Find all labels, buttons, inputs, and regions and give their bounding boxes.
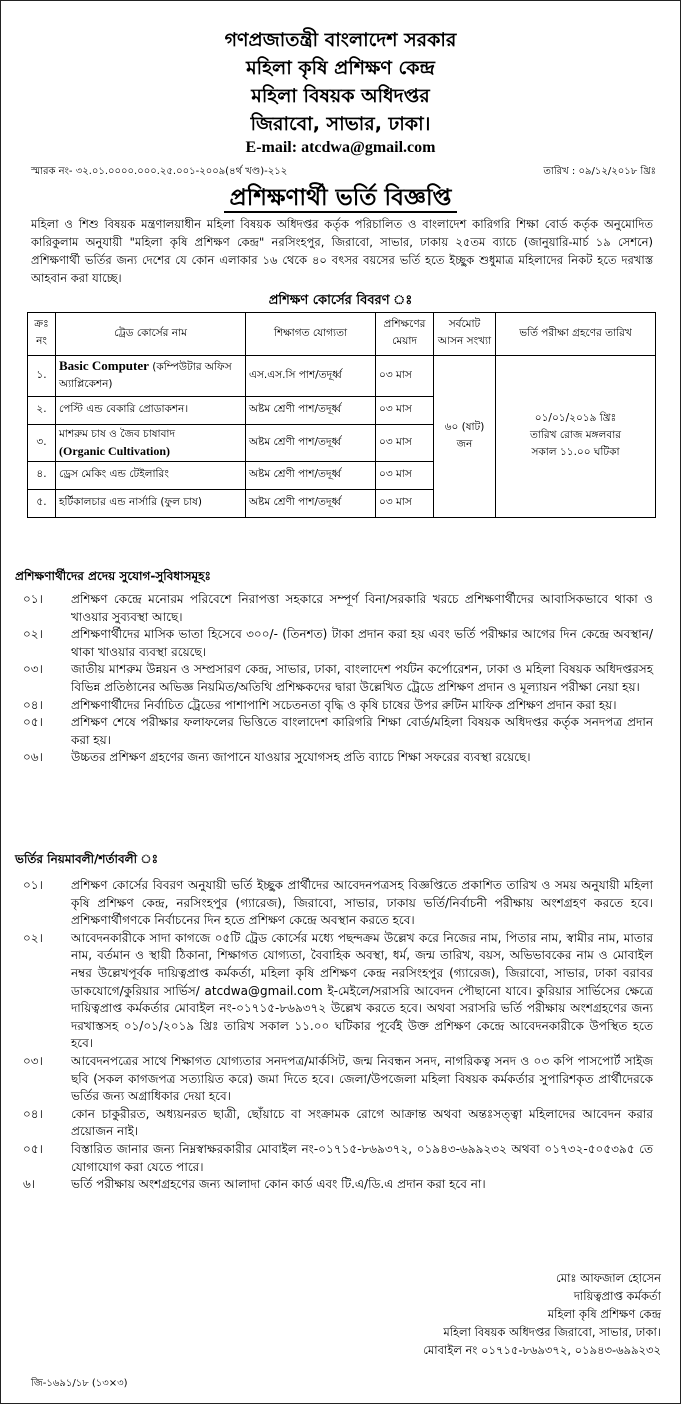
exam-date-line1: ০১/০১/২০১৯ খ্রিঃ [534, 412, 617, 424]
exam-date-line2: তারিখ রোজ মঙ্গলবার [529, 429, 622, 441]
notice-title-text: প্রশিক্ষণার্থী ভর্তি বিজ্ঞপ্তি [224, 185, 458, 213]
item-text: কোন চাকুরীরত, অধ্যয়নরত ছাত্রী, ছোঁয়াচে বা সংক্রামক রোগে আক্রান্ত অথবা অন্তঃসত্ত্বা মহিলাদের আবেদন করার প্রয়োজন নাই। [71, 1106, 653, 1139]
item-number: ০২। [23, 627, 43, 642]
row-duration: ০৩ মাস [376, 425, 434, 462]
list-item [15, 626, 653, 661]
row-duration: ০৩ মাস [376, 490, 434, 518]
item-number: ০৫। [23, 1141, 43, 1156]
exam-date-cell [496, 356, 656, 518]
table-header-row [28, 313, 656, 356]
row-trade [56, 356, 246, 397]
rules-heading: ভর্তির নিয়মাবলী/শর্তাবলী ঃ [15, 852, 158, 866]
exam-date-line3: সকাল ১১.০০ ঘটিকা [531, 446, 620, 458]
item-text: জাতীয় মাশরুম উন্নয়ন ও সম্প্রসারণ কেন্দ্র, সাভার, ঢাকা, বাংলাদেশ পর্যটন কর্পোরেশন, ঢাকা ও মহিলা বিষয়ক অধিদপ্তরসহ বিভিন্ন প্রতিষ্ঠানের অভিজ্ঞ নিয়মিত/অতিথি প্রশিক্ষকদের দ্বারা উল্লেখিত ট্রেডে প্রশিক্ষণ প্রদান ও মূল্যায়ন পরীক্ষা নেয়া হয়। [71, 662, 653, 694]
item-text: ভর্তি পরীক্ষায় অংশগ্রহণের জন্য আলাদা কোন কার্ড এবং টি.এ/ডি.এ প্রদান করা হবে না। [71, 1177, 486, 1192]
memo-number: স্মারক নং- ৩২.০১.০০০০.০০০.২৫.০০১-২০০৯(৪র্থ খণ্ড)-২১২ [31, 166, 288, 177]
row-trade: ড্রেস মেকিং এন্ড টেইলারিং [56, 462, 246, 490]
row-duration: ০৩ মাস [376, 356, 434, 397]
row-trade: পেস্টি এন্ড বেকারি প্রোডাকশন। [56, 397, 246, 425]
item-number: ০১। [23, 592, 43, 606]
header-center-name: মহিলা কৃষি প্রশিক্ষণ কেন্দ্র [246, 57, 435, 79]
list-item [15, 1106, 653, 1141]
course-details-heading: প্রশিক্ষণ কোর্সের বিবরণ ঃ [268, 293, 413, 308]
row-serial: ৫. [28, 490, 56, 518]
item-text: আবেদনপত্রের সাথে শিক্ষাগত যোগ্যতার সনদপত্র/মার্কসিট, জন্ম নিবন্ধন সনদ, নাগরিকত্ব সনদ ও ০৩ কপি পাসপোর্ট সাইজ ছবি (সকল কাগজপত্র সত্যায়িত করে) জমা দিতে হবে। জেলা/উপজেলা মহিলা বিষয়ক কর্মকর্তার সুপারিশকৃত প্রার্থীদেরকে ভর্তির জন্য অগ্রাধিকার দেয়া হবে। [71, 1053, 653, 1104]
item-text: প্রশিক্ষণার্থীদের নির্বাচিত ট্রেডের পাশাপাশি সচেতনতা বৃদ্ধি ও কৃষি চাষের উপর রুটিন মাফিক প্রশিক্ষণ প্রদান করা হয়। [71, 697, 617, 712]
list-item [15, 930, 653, 1053]
list-item [15, 749, 653, 767]
col-trade: ট্রেড কোর্সের নাম [56, 313, 246, 356]
item-text: বিস্তারিত জানার জন্য নিম্নস্বাক্ষরকারীর মোবাইল নং-০১৭১৫-৮৬৯৩৭২, ০১৯৪৩-৬৯৯২৩২ অথবা ০১৭৩২-৫০৫৩৯৫ তে যোগাযোগ করা যেতে পারে। [71, 1141, 653, 1174]
item-text: উচ্চতর প্রশিক্ষণ গ্রহণের জন্য জাপানে যাওয়ার সুযোগসহ প্রতি ব্যাচে শিক্ষা সফরের ব্যবস্থা রয়েছে। [71, 750, 531, 765]
row-trade: হর্টিকালচার এন্ড নার্সারি (ফুল চাষ) [56, 490, 246, 518]
item-number: ০৪। [23, 697, 43, 712]
item-number: ০৫। [23, 715, 43, 730]
signatory-mobile: মোবাইল নং ০১৭১৫-৮৬৯৩৭২, ০১৯৪৩-৬৯৯২৩২ [423, 1343, 661, 1357]
item-text: প্রশিক্ষণ শেষে পরীক্ষার ফলাফলের ভিত্তিতে বাংলাদেশ কারিগরি শিক্ষা বোর্ড/মহিলা বিষয়ক অধিদপ্তর কর্তৃক সনদপত্র প্রদান করা হয়। [71, 715, 653, 747]
header-address: জিরাবো, সাভার, ঢাকা। [250, 113, 431, 135]
col-qualification: শিক্ষাগত যোগ্যতা [246, 313, 376, 356]
intro-paragraph: মহিলা ও শিশু বিষয়ক মন্ত্রণালয়াধীন মহিলা বিষয়ক অধিদপ্তর কর্তৃক পরিচালিত ও বাংলাদেশ কারিগরি শিক্ষা বোর্ড কর্তৃক অনুমোদিত কারিকুলাম অনুযায়ী "মহিলা কৃষি প্রশিক্ষণ কেন্দ্র" নরসিংহপুর, জিরাবো, সাভার, ঢাকায় ২৫তম ব্যাচে (জানুয়ারি-মার্চ ১৯ সেশনে) প্রশিক্ষণার্থী ভর্তির জন্য দেশের যে কোন এলাকার ১৬ থেকে ৪০ বৎসর বয়সের ভর্তি হতে ইচ্ছুক শুধুমাত্র মহিলাদের নিকট হতে দরখাস্ত আহবান করা যাচ্ছে। [31, 217, 653, 285]
trade-bangla: মাশরুম চাষ ও জৈব চাষাবাদ [59, 428, 175, 440]
list-item [15, 1053, 653, 1106]
row-qualification: এস.এস.সি পাশ/তদূর্ধ্ব [246, 356, 376, 397]
col-duration: প্রশিক্ষণের মেয়াদ [376, 313, 434, 356]
col-seats: সর্বমোট আসন সংখ্যা [434, 313, 496, 356]
trade-english: (Organic Cultivation) [59, 444, 170, 458]
seats-cell: ৬০ (ষাট) জন [434, 356, 496, 518]
list-item [15, 1176, 653, 1194]
item-number: ০৪। [23, 1106, 43, 1121]
rules-list [15, 877, 653, 1194]
list-item [15, 697, 653, 715]
row-qualification: অষ্টম শ্রেণী পাশ/তদূর্ধ্ব [246, 462, 376, 490]
list-item [15, 877, 653, 930]
list-item [15, 1141, 653, 1176]
item-number: ০২। [23, 930, 43, 945]
row-qualification: অষ্টম শ্রেণী পাশ/তদূর্ধ্ব [246, 490, 376, 518]
item-text: আবেদনকারীকে সাদা কাগজে ০৫টি ট্রেড কোর্সের মধ্যে পছন্দক্রম উল্লেখ করে নিজের নাম, পিতার নাম, স্বামীর নাম, মাতার নাম, বর্তমান ও স্থায়ী ঠিকানা, শিক্ষাগত যোগ্যতা, বৈবাহিক অবস্থা, ধর্ম, জন্ম তারিখ, বয়স, অভিভাবকের নাম ও মোবাইল নম্বর উল্লেখপূর্বক দায়িত্বপ্রাপ্ত কর্মকর্তা, মহিলা কৃষি প্রশিক্ষণ কেন্দ্র নরসিংহপুর (গ্যারেজ), জিরাবো, সাভার, ঢাকা বরাবর ডাকযোগে/কুরিয়ার সার্ভিস/ atcdwa@gmail.com ই-মেইলে/সরাসরি আবেদন পৌছানো যাবে। কুরিয়ার সার্ভিসের ক্ষেত্রে দায়িত্বপ্রাপ্ত কর্মকর্তার মোবাইল নং-০১৭১৫-৮৬৯৩৭২ উল্লেখ করতে হবে। অথবা সরাসরি ভর্তি পরীক্ষায় অংশগ্রহণের জন্য দরখাস্তসহ ০১/০১/২০১৯ খ্রিঃ তারিখ সকাল ১১.০০ ঘটিকার পূর্বেই উক্ত প্রশিক্ষণ কেন্দ্রে আবেদনকারীকে উপস্থিত হতে হবে। [71, 930, 653, 1051]
header-government: গণপ্রজাতন্ত্রী বাংলাদেশ সরকার [224, 29, 457, 51]
signatory-name: মোঃ আফজাল হোসেন [556, 1271, 661, 1285]
header-directorate: মহিলা বিষয়ক অধিদপ্তর [251, 85, 430, 107]
row-duration: ০৩ মাস [376, 397, 434, 425]
list-item [15, 661, 653, 696]
item-text: প্রশিক্ষণার্থীদের মাসিক ভাতা হিসেবে ৩০০/- (তিনশত) টাকা প্রদান করা হয় এবং ভর্তি পরীক্ষার আগের দিন কেন্দ্রে অবস্থান/থাকা খাওয়ার ব্যবস্থা রয়েছে। [71, 627, 653, 659]
row-serial: ১. [28, 356, 56, 397]
item-number: ৬। [23, 1177, 36, 1192]
row-serial: ৩. [28, 425, 56, 462]
col-exam-date: ভর্তি পরীক্ষা গ্রহণের তারিখ [496, 313, 656, 356]
signatory-designation: দায়িত্বপ্রাপ্ত কর্মকর্তা [573, 1289, 661, 1303]
row-qualification: অষ্টম শ্রেণী পাশ/তদূর্ধ্ব [246, 425, 376, 462]
row-trade [56, 425, 246, 462]
benefits-heading: প্রশিক্ষণার্থীদের প্রদেয় সুযোগ-সুবিধাসমূহঃ [15, 569, 211, 583]
list-item [15, 591, 653, 626]
item-number: ০৩। [23, 1053, 43, 1068]
item-text: প্রশিক্ষণ কোর্সের বিবরণ অনুযায়ী ভর্তি ইচ্ছুক প্রার্থীদের আবেদনপত্রসহ বিজ্ঞপ্তিতে প্রকাশিত তারিখ ও সময় অনুযায়ী মহিলা কৃষি প্রশিক্ষণ কেন্দ্র, নরসিংহপুর (গ্যারেজ), জিরাবো, সাভার, ঢাকায় ভর্তি/নির্বাচনী পরীক্ষায় অংশগ্রহণ করতে হবে। প্রশিক্ষণার্থীগণকে নির্বাচনের দিন হতে প্রশিক্ষণ কেন্দ্রে অবস্থান করতে হবে। [71, 878, 653, 928]
item-number: ০১। [23, 878, 43, 892]
row-qualification: অষ্টম শ্রেণী পাশ/তদূর্ধ্ব [246, 397, 376, 425]
col-serial: ক্রঃ নং [28, 313, 56, 356]
memo-date: তারিখ : ০৯/১২/২০১৮ খ্রিঃ [543, 166, 656, 177]
notice-title [1, 181, 680, 215]
item-text: প্রশিক্ষণ কেন্দ্রে মনোরম পরিবেশে নিরাপত্তা সহকারে সম্পূর্ণ বিনা/সরকারি খরচে প্রশিক্ষণার্থীদের আবাসিকভাবে থাকা ও খাওয়ার সুব্যবস্থা আছে। [71, 592, 653, 624]
signature-block [1, 1269, 661, 1359]
trade-english: Basic Computer [59, 358, 149, 373]
signatory-address: মহিলা বিষয়ক অধিদপ্তর জিরাবো, সাভার, ঢাকা। [443, 1325, 661, 1339]
footer-code: জি-১৬৯১/১৮ (১৩×৩) [31, 1378, 128, 1389]
row-duration: ০৩ মাস [376, 462, 434, 490]
list-item [15, 714, 653, 749]
table-row [28, 356, 656, 397]
signatory-office: মহিলা কৃষি প্রশিক্ষণ কেন্দ্র [547, 1307, 661, 1321]
benefits-list [15, 591, 653, 767]
header-email: E-mail: atcdwa@gmail.com [245, 139, 436, 156]
row-serial: ২. [28, 397, 56, 425]
course-table [27, 312, 656, 518]
item-number: ০৬। [23, 750, 43, 765]
row-serial: ৪. [28, 462, 56, 490]
item-number: ০৩। [23, 662, 43, 677]
trade-bangla: (কম্পিউটার অফিস অ্যাপ্লিকেশন) [59, 361, 232, 390]
